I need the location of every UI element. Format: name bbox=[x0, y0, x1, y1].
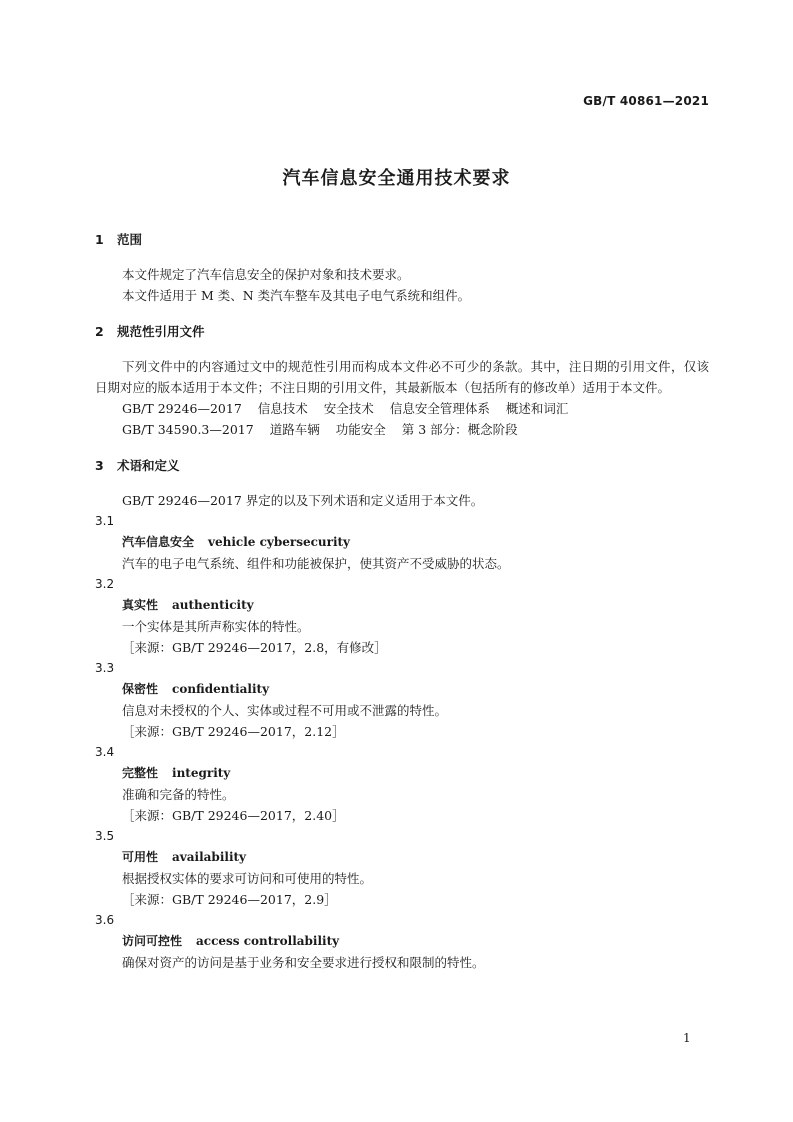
term-number: 3.1 bbox=[95, 514, 115, 528]
document-title: 汽车信息安全通用技术要求 bbox=[282, 168, 511, 189]
reference-code: GB/T 29246—2017 bbox=[122, 401, 242, 416]
reference-part: 功能安全 bbox=[335, 422, 386, 437]
section-number: 2 bbox=[95, 324, 104, 339]
normative-intro: 下列文件中的内容通过文中的规范性引用而构成本文件必不可少的条款。其中，注日期的引用文件，仅该日期对应的版本适用于本文件；不注日期的引用文件，其最新版本（包括所有的修改单）适用于本文件。 bbox=[95, 359, 709, 395]
term-definition: 准确和完备的特性。 bbox=[122, 787, 235, 802]
term-definition: 确保对资产的访问是基于业务和安全要求进行授权和限制的特性。 bbox=[122, 955, 485, 970]
term-source: ［来源：GB/T 29246—2017，2.40］ bbox=[122, 808, 345, 823]
term-number: 3.6 bbox=[95, 913, 115, 927]
term-en: access controllability bbox=[196, 934, 340, 948]
reference-part: 道路车辆 bbox=[269, 422, 320, 437]
term-heading bbox=[95, 679, 709, 700]
term-en: confidentiality bbox=[172, 682, 270, 696]
term-heading bbox=[95, 931, 709, 952]
term-source: ［来源：GB/T 29246—2017，2.9］ bbox=[122, 892, 337, 907]
term-en: authenticity bbox=[172, 598, 254, 612]
reference-code: GB/T 34590.3—2017 bbox=[122, 422, 254, 437]
term-zh: 真实性 bbox=[122, 598, 159, 612]
reference-part: 信息安全管理体系 bbox=[389, 401, 490, 416]
term-zh: 完整性 bbox=[122, 766, 159, 780]
term-definition: 根据授权实体的要求可访问和可使用的特性。 bbox=[122, 871, 373, 886]
document-body bbox=[95, 228, 709, 973]
term-heading bbox=[95, 532, 709, 553]
term-zh: 可用性 bbox=[122, 850, 159, 864]
reference-part: 第 3 部分：概念阶段 bbox=[401, 422, 518, 437]
section-title: 规范性引用文件 bbox=[117, 324, 205, 339]
section-title: 术语和定义 bbox=[117, 458, 180, 473]
term-heading bbox=[95, 595, 709, 616]
term-zh: 汽车信息安全 bbox=[122, 535, 195, 549]
terms-intro: GB/T 29246—2017 界定的以及下列术语和定义适用于本文件。 bbox=[122, 493, 484, 508]
section-heading-normative bbox=[95, 320, 709, 344]
term-definition: 信息对未授权的个人、实体或过程不可用或不泄露的特性。 bbox=[122, 703, 448, 718]
term-number: 3.2 bbox=[95, 577, 115, 591]
term-source: ［来源：GB/T 29246—2017，2.8，有修改］ bbox=[122, 640, 387, 655]
reference-part: 概述和词汇 bbox=[505, 401, 569, 416]
reference-part: 安全技术 bbox=[323, 401, 374, 416]
standard-number: GB/T 40861—2021 bbox=[583, 94, 709, 108]
section-heading-terms bbox=[95, 454, 709, 478]
term-definition: 一个实体是其所声称实体的特性。 bbox=[122, 619, 310, 634]
page-number: 1 bbox=[683, 1031, 691, 1045]
term-heading bbox=[95, 763, 709, 784]
scope-paragraph: 本文件适用于 M 类、N 类汽车整车及其电子电气系统和组件。 bbox=[122, 288, 471, 303]
term-definition: 汽车的电子电气系统、组件和功能被保护，使其资产不受威胁的状态。 bbox=[122, 556, 510, 571]
term-zh: 访问可控性 bbox=[122, 934, 183, 948]
term-en: vehicle cybersecurity bbox=[208, 535, 351, 549]
term-number: 3.5 bbox=[95, 829, 115, 843]
section-number: 1 bbox=[95, 232, 104, 247]
section-title: 范围 bbox=[117, 232, 143, 247]
term-zh: 保密性 bbox=[122, 682, 159, 696]
reference-item bbox=[95, 419, 709, 440]
section-heading-scope bbox=[95, 228, 709, 252]
reference-part: 信息技术 bbox=[257, 401, 308, 416]
term-heading bbox=[95, 847, 709, 868]
scope-paragraph: 本文件规定了汽车信息安全的保护对象和技术要求。 bbox=[122, 267, 410, 282]
term-en: integrity bbox=[172, 766, 231, 780]
term-number: 3.4 bbox=[95, 745, 115, 759]
term-source: ［来源：GB/T 29246—2017，2.12］ bbox=[122, 724, 345, 739]
term-number: 3.3 bbox=[95, 661, 115, 675]
reference-item bbox=[95, 398, 709, 419]
term-en: availability bbox=[172, 850, 247, 864]
section-number: 3 bbox=[95, 458, 104, 473]
